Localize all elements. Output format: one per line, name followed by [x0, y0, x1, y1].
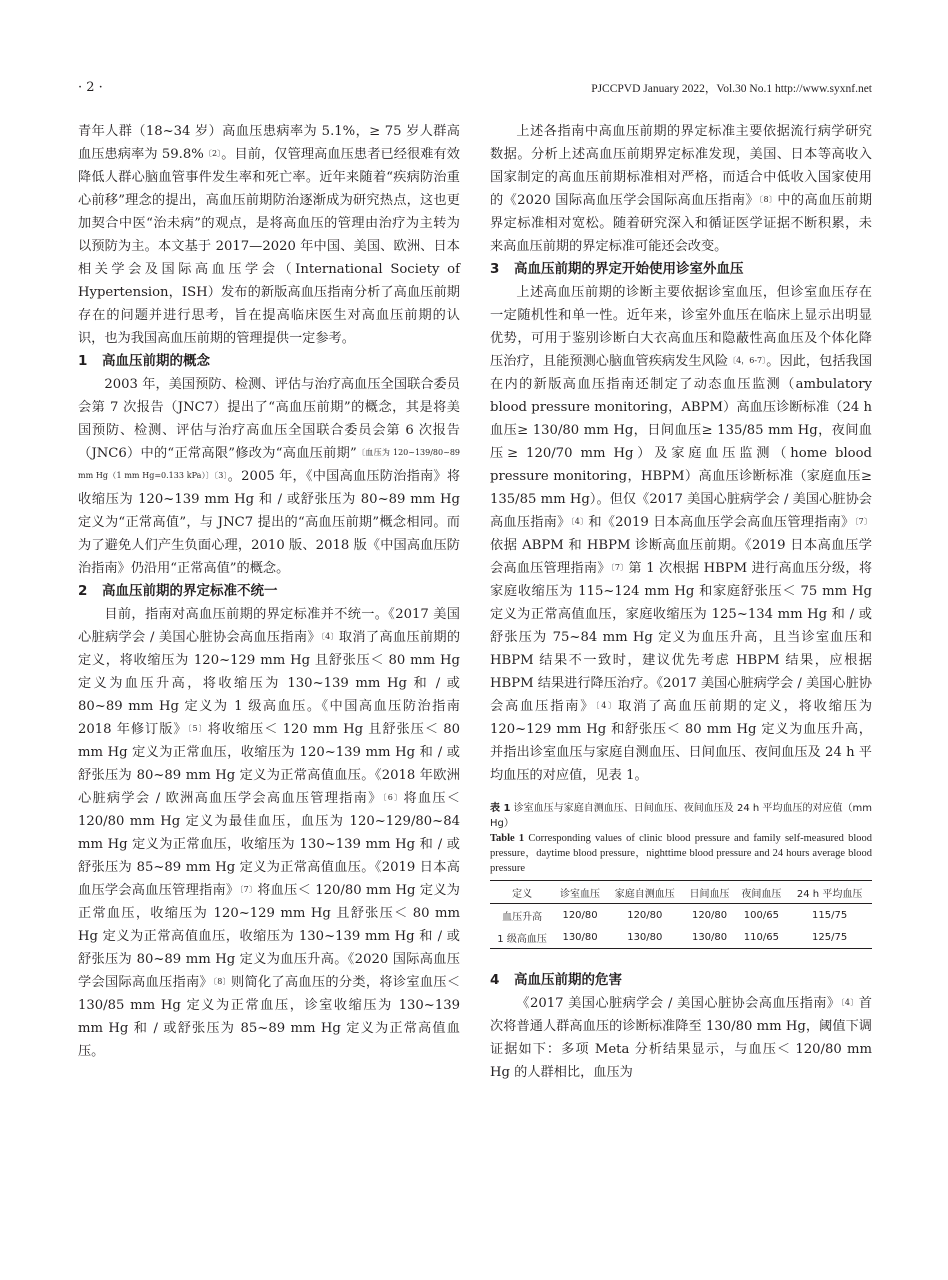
- table-cell: 110/65: [743, 931, 779, 943]
- table-cell: 115/75: [812, 909, 848, 921]
- table-header-cell: 24 h 平均血压: [796, 888, 863, 900]
- section-heading-1: [78, 350, 460, 373]
- table-cell: 120/80: [627, 909, 663, 921]
- section-number: 3: [490, 261, 500, 277]
- table-label-en: Table 1: [490, 833, 525, 844]
- section-heading-2: [78, 580, 460, 603]
- left-column: [78, 120, 460, 1063]
- table-header-cell: 诊室血压: [560, 888, 601, 900]
- table-caption-zh-text: 诊室血压与家庭自测血压、日间血压、夜间血压及 24 h 平均血压的对应值（mm Hg）: [490, 803, 872, 829]
- table-header-row: [490, 881, 872, 904]
- right-column: [490, 120, 872, 1084]
- section-number: 1: [78, 353, 88, 369]
- table-header-cell: 定义: [512, 888, 533, 900]
- data-table: [490, 880, 872, 949]
- section-title: 高血压前期的界定标准不统一: [102, 583, 278, 599]
- citation-marker: 〔5〕: [187, 724, 208, 733]
- citation-marker: 〔7〕: [610, 563, 629, 572]
- table-cell: 130/80: [627, 931, 663, 943]
- citation-marker: 〔8〕: [212, 977, 231, 986]
- citation-marker: 〔7〕: [239, 885, 258, 894]
- table-cell: 1 级高血压: [497, 933, 547, 945]
- table-label-zh: 表 1: [490, 803, 511, 814]
- citation-marker: 〔血压为 120~139/80~89 mm Hg（1 mm Hg=0.133 kPa）〕: [78, 448, 460, 480]
- journal-header: PJCCPVD January 2022，Vol.30 No.1 http://www.syxnf.net: [591, 83, 872, 95]
- paragraph-section-3: 上述高血压前期的诊断主要依据诊室血压，但诊室血压存在一定随机性和单一性。近年来，诊室外血压在临床上显示出明显优势，可用于鉴别诊断白大衣高血压和隐蔽性高血压及个体化降压治疗，且能预测心脑血管疾病发生风险$^{〔4,6-7〕}$。因此，包括我国在内的新版高血压指南还制定了动态血压监测（ambulatory blood pressure monitoring，ABPM）高血压诊断标准（24 h 血压≥ 130/80 mm Hg，日间血压≥ 135/85 mm Hg，夜间血压≥ 120/70 mm Hg）及家庭血压监测（home blood pressure monitoring，HBPM）高血压诊断标准（家庭血压≥ 135/85 mm Hg）。但仅《2017 美国心脏病学会 / 美国心脏协会高血压指南》$^{〔4〕}$和《2019 日本高血压学会高血压管理指南》$^{〔7〕}$依据 ABPM 和 HBPM 诊断高血压前期。《2019 日本高血压学会高血压管理指南》$^{〔7〕}$第 1 次根据 HBPM 进行高血压分级，将家庭收缩压为 115~124 mm Hg 和家庭舒张压＜ 75 mm Hg 定义为正常高值血压，家庭收缩压为 125~134 mm Hg 和 / 或舒张压为 75~84 mm Hg 定义为血压升高，且当诊室血压和 HBPM 结果不一致时，建议优先考虑 HBPM 结果，应根据 HBPM 结果进行降压治疗。《2017 美国心脏病学会 / 美国心脏协会高血压指南》$^{〔4〕}$取消了高血压前期的定义，将收缩压为 120~129 mm Hg 和舒张压＜ 80 mm Hg 定义为血压升高，并指出诊室血压与家庭自测血压、日间血压、夜间血压及 24 h 平均血压的对应值，见表 1。: [490, 285, 873, 783]
- page-number: · 2 ·: [78, 80, 103, 95]
- citation-marker: 〔4〕: [320, 632, 339, 641]
- section-number: 4: [490, 972, 500, 988]
- table-caption-zh: [490, 801, 872, 831]
- table-cell: 血压升高: [502, 911, 543, 923]
- table-row: [490, 904, 872, 927]
- citation-marker: 〔4〕: [595, 701, 619, 710]
- table-cell: 120/80: [562, 909, 598, 921]
- paragraph-section-4: 《2017 美国心脏病学会 / 美国心脏协会高血压指南》$^{〔4〕}$首次将普通人群高血压的诊断标准降至 130/80 mm Hg，阈值下调证据如下：多项 Meta 分析结果显示，与血压＜ 120/80 mm Hg 的人群相比，血压为: [490, 996, 872, 1080]
- table-cell: 120/80: [691, 909, 728, 921]
- citation-marker: 〔4，6-7〕: [728, 356, 767, 365]
- table-caption-en: [490, 831, 872, 876]
- section-heading-3: [490, 258, 872, 281]
- table-caption-en-text: Corresponding values of clinic blood pressure and family self-measured blood pressure，daytime blood pressure，nighttime blood pressure and 24 hours average blood pressure: [490, 833, 872, 874]
- section-heading-4: [490, 969, 872, 992]
- section-title: 高血压前期的界定开始使用诊室外血压: [514, 261, 744, 277]
- citation-marker: 〔2〕: [203, 149, 222, 158]
- paragraph-section-1: 2003 年，美国预防、检测、评估与治疗高血压全国联合委员会第 7 次报告（JNC7）提出了“高血压前期”的概念，其是将美国预防、检测、评估与治疗高血压全国联合委员会第 6 次报告（JNC6）中的“正常高限”修改为“高血压前期”$^{〔血压为 120\sim 139/80\sim 89 mm Hg(1 mm Hg=0.133 kPa)〕〔3〕}$。2005 年，《中国高血压防治指南》将收缩压为 120~139 mm Hg 和 / 或舒张压为 80~89 mm Hg 定义为“正常高值”，与 JNC7 提出的“高血压前期”概念相同。而为了避免人们产生负面心理，2010 版、2018 版《中国高血压防治指南》仍沿用“正常高值”的概念。: [78, 377, 461, 576]
- table-header-cell: 夜间血压: [741, 888, 782, 900]
- table-row: [490, 926, 872, 949]
- section-title: 高血压前期的概念: [102, 353, 210, 369]
- paragraph-intro: 青年人群（18~34 岁）高血压患病率为 5.1%，≥ 75 岁人群高血压患病率为 59.8%$^{〔2〕}$。目前，仅管理高血压患者已经很难有效降低人群心脑血管事件发生率和死亡率。近年来随着“疾病防治重心前移”理念的提出，高血压前期防治逐渐成为研究热点，这也更加契合中医“治未病”的观点，是将高血压的管理由治疗为主转为以预防为主。本文基于 2017—2020 年中国、美国、欧洲、日本相关学会及国际高血压学会（International Society of Hypertension，ISH）发布的新版高血压指南分析了高血压前期存在的问题并进行思考，旨在提高临床医生对高血压前期的认识，也为我国高血压前期的管理提供一定参考。: [78, 124, 460, 346]
- citation-marker: 〔4〕: [840, 998, 859, 1007]
- citation-marker: 〔4〕: [570, 517, 589, 526]
- table-cell: 130/80: [562, 931, 598, 943]
- section-number: 2: [78, 583, 88, 599]
- table-1: [490, 801, 872, 949]
- paragraph-section-2: 目前，指南对高血压前期的界定标准并不统一。《2017 美国心脏病学会 / 美国心脏协会高血压指南》$^{〔4〕}$取消了高血压前期的定义，将收缩压为 120~129 mm Hg 且舒张压＜ 80 mm Hg 定义为血压升高，将收缩压为 130~139 mm Hg 和 / 或 80~89 mm Hg 定义为 1 级高血压。《中国高血压防治指南 2018 年修订版》$^{〔5〕}$将收缩压＜ 120 mm Hg 且舒张压＜ 80 mm Hg 定义为正常血压，收缩压为 120~139 mm Hg 和 / 或舒张压为 80~89 mm Hg 定义为正常高值血压。《2018 年欧洲心脏病学会 / 欧洲高血压学会高血压管理指南》$^{〔6〕}$将血压＜ 120/80 mm Hg 定义为最佳血压，血压为 120~129/80~84 mm Hg 定义为正常血压，收缩压为 130~139 mm Hg 和 / 或舒张压为 85~89 mm Hg 定义为正常高值血压。《2019 日本高血压学会高血压管理指南》$^{〔7〕}$将血压＜ 120/80 mm Hg 定义为正常血压，收缩压为 120~129 mm Hg 且舒张压＜ 80 mm Hg 定义为正常高值血压，收缩压为 130~139 mm Hg 和 / 或舒张压为 80~89 mm Hg 定义为血压升高。《2020 国际高血压学会国际高血压指南》$^{〔8〕}$则简化了高血压的分类，将诊室血压＜ 130/85 mm Hg 定义为正常血压，诊室收缩压为 130~139 mm Hg 和 / 或舒张压为 85~89 mm Hg 定义为正常高值血压。: [78, 607, 461, 1059]
- citation-marker: 〔6〕: [382, 793, 404, 802]
- table-cell: 100/65: [743, 909, 779, 921]
- table-cell: 125/75: [812, 931, 848, 943]
- citation-marker: 〔7〕: [854, 517, 873, 526]
- citation-marker: 〔8〕: [759, 195, 778, 204]
- section-title: 高血压前期的危害: [514, 972, 622, 988]
- citation-marker: 〔3〕: [214, 471, 228, 480]
- table-cell: 130/80: [691, 931, 728, 943]
- paragraph-continued: 上述各指南中高血压前期的界定标准主要依据流行病学研究数据。分析上述高血压前期界定标准发现，美国、日本等高收入国家制定的高血压前期标准相对严格，而适合中低收入国家使用的《2020 国际高血压学会国际高血压指南》$^{〔8〕}$中的高血压前期界定标准相对宽松。随着研究深入和循证医学证据不断积累，未来高血压前期的界定标准可能还会改变。: [490, 124, 873, 254]
- table-header-cell: 日间血压: [689, 888, 730, 900]
- table-header-cell: 家庭自测血压: [614, 888, 675, 900]
